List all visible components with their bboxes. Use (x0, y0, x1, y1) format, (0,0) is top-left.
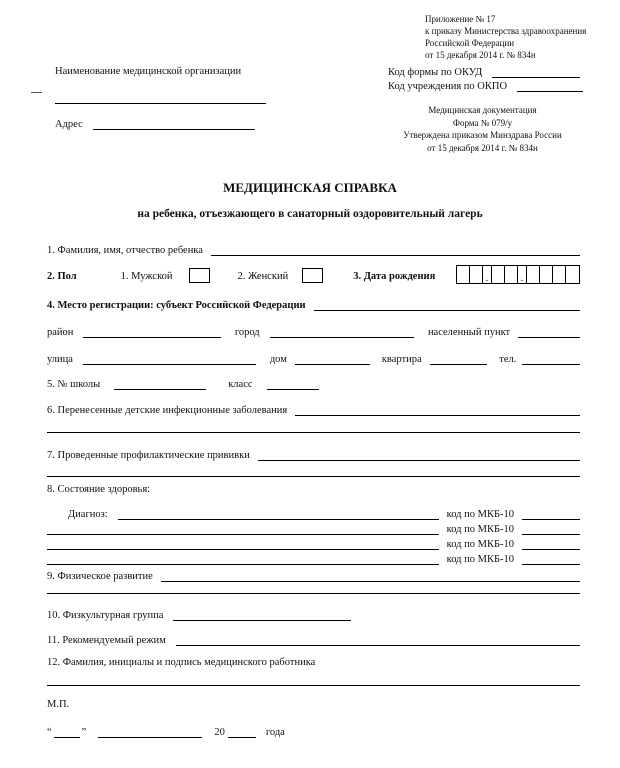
field-1-input-line[interactable] (211, 244, 580, 256)
okpo-row (388, 80, 598, 92)
diagnosis-label: Диагноз: (68, 509, 108, 520)
field-8-label: 8. Состояние здоровья: (47, 484, 151, 495)
field-5-row (47, 375, 580, 390)
appendix-block (425, 13, 615, 61)
date-digit-cell (470, 266, 483, 283)
field-7-row (47, 446, 580, 461)
org-name-label: Наименование медицинской организации (55, 66, 242, 77)
form-subtitle: на ребенка, отъезжающего в санаторный оздоровительный лагерь (137, 208, 483, 220)
street-input-line[interactable] (83, 353, 256, 365)
field-2-label: 2. Пол (47, 271, 77, 282)
okud-label: Код формы по ОКУД (388, 67, 483, 78)
settlement-input-line[interactable] (518, 326, 580, 338)
icd-label: код по МКБ-10 (446, 509, 514, 520)
doc-type-block (385, 104, 580, 154)
margin-dash (31, 92, 42, 93)
diagnosis-row-1 (47, 505, 580, 520)
icd-input-line[interactable] (522, 538, 580, 550)
field-6-row (47, 401, 580, 416)
field-9-label: 9. Физическое развитие (47, 571, 153, 582)
apartment-input-line[interactable] (430, 353, 488, 365)
date-digit-cell (540, 266, 553, 283)
doc-type-line: от 15 декабря 2014 г. № 834н (427, 142, 538, 153)
appendix-line: Российской Федерации (425, 38, 515, 48)
icd-label: код по МКБ-10 (446, 524, 514, 535)
org-name-input-line[interactable] (55, 92, 266, 104)
settlement-label: населенный пункт (427, 327, 511, 338)
field-1-row (47, 241, 580, 256)
diagnosis-input-line[interactable] (47, 553, 439, 565)
date-dot-cell: . (518, 266, 527, 283)
appendix-line: Приложение № 17 (425, 14, 496, 24)
field-9-continuation-line[interactable] (47, 593, 580, 594)
date-digit-cell (566, 266, 579, 283)
field-11-input-line[interactable] (176, 634, 580, 646)
date-dot-cell: . (483, 266, 492, 283)
class-input-line[interactable] (267, 378, 319, 390)
field-10-row (47, 606, 580, 621)
year-input-line[interactable] (228, 726, 256, 738)
sex-female-label: 2. Женский (237, 271, 289, 282)
field-11-label: 11. Рекомендуемый режим (47, 635, 166, 646)
icd-label: код по МКБ-10 (446, 554, 514, 565)
apartment-label: квартира (381, 354, 422, 365)
field-6-label: 6. Перенесенные детские инфекционные заболевания (47, 405, 288, 416)
icd-input-line[interactable] (522, 508, 580, 520)
field-12-input-line[interactable] (47, 685, 580, 686)
stamp-row (47, 695, 580, 710)
diagnosis-row-3 (47, 535, 580, 550)
icd-input-line[interactable] (522, 553, 580, 565)
field-3-label: 3. Дата рождения (353, 271, 436, 282)
diagnosis-input-line[interactable] (118, 508, 439, 520)
diagnosis-input-line[interactable] (47, 523, 439, 535)
form-title: МЕДИЦИНСКАЯ СПРАВКА (223, 180, 397, 195)
day-input-line[interactable] (54, 726, 80, 738)
field-6-input-line[interactable] (295, 404, 580, 416)
field-12-label: 12. Фамилия, инициалы и подпись медицинского работника (47, 657, 316, 668)
date-digit-cell (457, 266, 470, 283)
doc-type-line: Медицинская документация (428, 105, 537, 115)
field-7-label: 7. Проведенные профилактические прививки (47, 450, 250, 461)
field-4-district-row (47, 323, 580, 338)
district-input-line[interactable] (83, 326, 220, 338)
field-4-input-line[interactable] (314, 299, 580, 311)
field-5-label: 5. № школы (47, 379, 101, 390)
field-10-label: 10. Физкультурная группа (47, 610, 164, 621)
address-row (55, 118, 255, 130)
city-input-line[interactable] (270, 326, 414, 338)
house-input-line[interactable] (295, 353, 370, 365)
okud-row (388, 66, 598, 78)
diagnosis-input-line[interactable] (47, 538, 439, 550)
field-4-street-row (47, 350, 580, 365)
field-9-row (47, 567, 580, 582)
street-label: улица (47, 354, 73, 365)
doc-type-line: Утверждена приказом Минздрава России (403, 130, 562, 140)
field-1-label: 1. Фамилия, имя, отчество ребенка (47, 245, 203, 256)
date-digit-cell (527, 266, 540, 283)
field-2-3-row (47, 267, 580, 282)
school-input-line[interactable] (114, 378, 206, 390)
field-7-input-line[interactable] (258, 449, 580, 461)
year-prefix: 20 (214, 727, 225, 738)
field-10-input-line[interactable] (173, 609, 351, 621)
address-label: Адрес (55, 119, 83, 130)
address-input-line[interactable] (93, 118, 255, 130)
okpo-label: Код учреждения по ОКПО (388, 81, 508, 92)
field-4-label: 4. Место регистрации: субъект Российской Федерации (47, 300, 306, 311)
doc-type-line: Форма № 079/у (452, 117, 513, 128)
field-7-continuation-line[interactable] (47, 476, 580, 477)
quote-close: ” (81, 727, 87, 738)
birth-date-boxes[interactable] (456, 265, 580, 284)
date-digit-cell (492, 266, 505, 283)
phone-input-line[interactable] (522, 353, 580, 365)
district-label: район (47, 327, 74, 338)
field-4-row (47, 296, 580, 311)
appendix-line: от 15 декабря 2014 г. № 834н (425, 50, 536, 60)
field-6-continuation-line[interactable] (47, 432, 580, 433)
year-suffix: года (265, 727, 285, 738)
okud-input-line[interactable] (492, 66, 580, 78)
male-checkbox[interactable] (189, 268, 210, 283)
appendix-line: к приказу Министерства здравоохранения (425, 26, 587, 36)
stamp-label: М.П. (47, 699, 70, 710)
date-digit-cell (505, 266, 518, 283)
city-label: город (234, 327, 260, 338)
house-label: дом (269, 354, 287, 365)
quote-open: “ (47, 727, 52, 738)
diagnosis-row-4 (47, 550, 580, 565)
field-11-row (47, 631, 580, 646)
field-8-row (47, 480, 580, 495)
date-digit-cell (553, 266, 566, 283)
field-12-row (47, 653, 580, 668)
diagnosis-row-2 (47, 520, 580, 535)
phone-label: тел. (499, 354, 517, 365)
month-input-line[interactable] (98, 726, 202, 738)
icd-input-line[interactable] (522, 523, 580, 535)
female-checkbox[interactable] (302, 268, 323, 283)
date-row (47, 723, 580, 738)
class-label: класс (228, 379, 253, 390)
sex-male-label: 1. Мужской (120, 271, 173, 282)
icd-label: код по МКБ-10 (446, 539, 514, 550)
okpo-input-line[interactable] (517, 80, 583, 92)
field-9-input-line[interactable] (161, 570, 580, 582)
